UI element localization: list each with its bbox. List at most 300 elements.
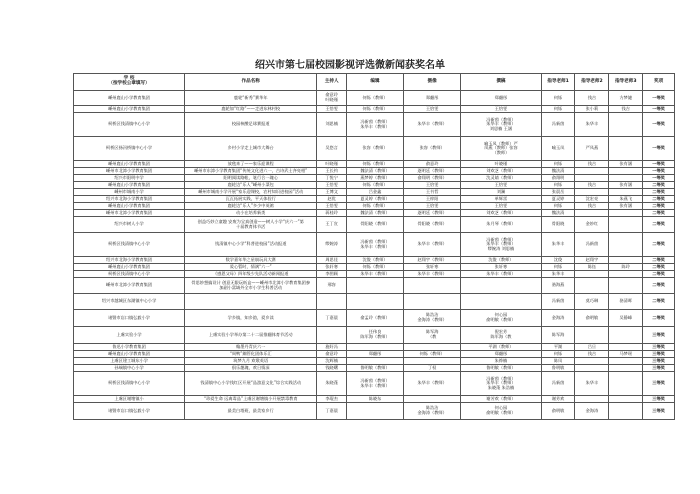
table-row (74, 358, 675, 365)
writer-cell (461, 278, 541, 294)
work-title-cell: 创益巧妙立童趣 安废为宝真创造——树人小学“庆六一”第 十届教育体节活 (185, 217, 317, 233)
advisor-3-cell: 陈玲 (609, 264, 643, 271)
advisor-2-cell: 钱吉 (575, 182, 609, 189)
advisor-3-cell (609, 175, 643, 182)
host-cell: 朱晓蓬 (317, 372, 347, 396)
award-cell: 二等奖 (643, 196, 675, 203)
table-row (74, 203, 675, 210)
editor-cell: 沈俊（教师） (346, 257, 403, 264)
advisor-2-cell (575, 358, 609, 365)
editor-cell: 魏法清（教师） (346, 168, 403, 175)
award-cell: 三等奖 (643, 327, 675, 344)
host-cell: 叶晓瑾 (317, 161, 347, 168)
advisor-2-cell: 朱华丰 (575, 372, 609, 396)
work-title-cell: 爱心暂时，情满“六一” (185, 264, 317, 271)
table-row (74, 106, 675, 113)
writer-cell: 王恰雯 (461, 106, 541, 113)
header-writer: 撰稿 (461, 74, 541, 91)
advisor-1-cell: 骨阳晓 (541, 217, 575, 233)
school-cell: 嵊州鹿山小学教育集团 (74, 161, 185, 168)
award-cell: 一等奖 (643, 161, 675, 168)
school-cell: 上虞区谢塘镇小 (74, 396, 185, 403)
table-row (74, 175, 675, 182)
editor-cell: 郑翻彤 (346, 351, 403, 358)
editor-cell: 骨阳晓（教师） (346, 217, 403, 233)
host-cell: 刘思楠 (317, 113, 347, 137)
camera-cell: 陈浩洁 金海涛（教师） (404, 403, 461, 420)
camera-cell: 俞翔明（教师） (404, 175, 461, 182)
camera-cell: 王恰雯 (404, 106, 461, 113)
advisor-3-cell (609, 217, 643, 233)
camera-cell: 何铄（教师） (404, 351, 461, 358)
host-cell: 王丁宣 (317, 217, 347, 233)
award-cell: 二等奖 (643, 233, 675, 257)
award-cell: 三等奖 (643, 365, 675, 372)
table-row (74, 168, 675, 175)
table-row (74, 182, 675, 189)
advisor-1-cell: 俞明敏 (541, 403, 575, 420)
editor-cell: 何铄（教师） (346, 182, 403, 189)
work-title-cell: 嵊州市东漳小学教育集团“传统文化进六一，古诗武士齐亮相” (185, 168, 317, 175)
camera-cell: 王恰雯 (404, 182, 461, 189)
work-title-cell: 数学嘉年华之星崩玩具大赛 (185, 257, 317, 264)
camera-cell: 俞意玲 (404, 161, 461, 168)
host-cell: 王恰雯 (317, 203, 347, 210)
header-advisor-2: 指导老师2 (575, 74, 609, 91)
work-title-cell: 筑梦九月 欢歌英语 (185, 358, 317, 365)
advisor-1-cell: 鲁明敏 (541, 365, 575, 372)
camera-cell: 丁权 (404, 365, 461, 372)
advisor-1-cell: 何铄 (541, 203, 575, 210)
editor-cell: 冯新茵（教师） 朱华丰（教师） (346, 113, 403, 137)
advisor-1-cell: 张晨岳 (541, 189, 575, 196)
advisor-1-cell: 何铄 (541, 91, 575, 106)
advisor-2-cell: 赵翔宇 (575, 257, 609, 264)
camera-cell: 逐明廷（教师） (404, 210, 461, 217)
advisor-1-cell: 何铄 (541, 351, 575, 358)
work-title-cell: 俱乐趣瑰，欢日情深 (185, 365, 317, 372)
advisor-3-cell (609, 365, 643, 372)
header-award: 奖项 (643, 74, 675, 91)
host-cell: 丁悦宁 (317, 175, 347, 182)
editor-cell: 何铄（教师） (346, 161, 403, 168)
work-title-cell: 最美白塔班，最美家乡行 (185, 403, 317, 420)
camera-cell: 朱华丰（教师） (404, 372, 461, 396)
writer-cell: 何心园 俞明敏（教师） (461, 310, 541, 327)
table-row (74, 310, 675, 327)
camera-cell (404, 278, 461, 294)
advisor-1-cell: 喻玉凤 (541, 137, 575, 161)
award-cell: 二等奖 (643, 203, 675, 210)
award-cell: 三等奖 (643, 351, 675, 358)
host-cell (317, 327, 347, 344)
advisor-2-cell (575, 210, 609, 217)
advisor-2-cell (575, 189, 609, 196)
advisor-1-cell: 陈军海 (541, 327, 575, 344)
advisor-1-cell: 冯新茵 (541, 372, 575, 396)
host-cell: 俞意玲 叶晓瑾 (317, 91, 347, 106)
school-cell: 柯桥区扬汛桥镇中心小学 (74, 137, 185, 161)
award-cell: 一等奖 (643, 106, 675, 113)
writer-cell: 冯新茵（教师） 朱华丰（教师） 朱晓蓬 朱浩楠 (461, 372, 541, 396)
editor-cell: 俞孟玲（教师） (346, 310, 403, 327)
camera-cell: 王书哲 (404, 189, 461, 196)
camera-cell: 陈浩洁 金海涛（教师） (404, 310, 461, 327)
table-row (74, 210, 675, 217)
host-cell: 赵优 (317, 196, 347, 203)
work-title-cell: 学乡镇，知乡韵，爱乡读 (185, 310, 317, 327)
award-cell: 一等奖 (643, 113, 675, 137)
school-cell: 绍兴市树人小学 (74, 217, 185, 233)
header-row (74, 74, 675, 91)
school-cell: 嵊州鹿山小学教育集团 (74, 182, 185, 189)
editor-cell: 何铄（教师） (346, 91, 403, 106)
award-cell: 三等奖 (643, 372, 675, 396)
work-title-cell: 鹿轮边“乐人”多少中英鸽 (185, 203, 317, 210)
advisor-2-cell (575, 278, 609, 294)
host-cell: 施好冯 (317, 344, 347, 351)
writer-cell: 平湖（教师） (461, 344, 541, 351)
advisor-1-cell: 魏法清 (541, 210, 575, 217)
work-title-cell: 乡村小学走上城市大舞台 (185, 137, 317, 161)
writer-cell: 沈灵婧（教师） (461, 175, 541, 182)
school-cell: 绍兴市北海小学教育集团 (74, 257, 185, 264)
award-cell: 二等奖 (643, 271, 675, 278)
advisor-3-cell: 吴静峰 (609, 310, 643, 327)
advisor-3-cell (609, 372, 643, 396)
advisor-1-cell: 冯新茵 (541, 294, 575, 310)
advisor-3-cell (609, 396, 643, 403)
work-title-cell (185, 294, 317, 310)
editor-cell: 冯新茵（教师） 朱华丰（教师） (346, 233, 403, 257)
advisor-3-cell (609, 403, 643, 420)
advisor-2-cell (575, 396, 609, 403)
writer-cell: 何心园 俞明敏（教师） (461, 403, 541, 420)
advisor-1-cell: 魏法清 (541, 168, 575, 175)
table-row (74, 403, 675, 420)
work-title-cell: 动小在培养新类 (185, 210, 317, 217)
editor-cell (346, 358, 403, 365)
advisor-3-cell (609, 137, 643, 161)
writer-cell (461, 294, 541, 310)
host-cell: 王恰雯 (317, 182, 347, 189)
work-title-cell: “珍爱生命 远离毒品”上虞区谢塘镇小开展禁毒教育 (185, 396, 317, 403)
host-cell: 丁嘉晨 (317, 310, 347, 327)
advisor-2-cell: 钱吉 (575, 161, 609, 168)
writer-cell: 朱华丰（教师） (461, 271, 541, 278)
advisor-2-cell: 朱华丰 (575, 113, 609, 137)
host-cell: 丁嘉晨 (317, 403, 347, 420)
writer-cell: 王恰雯 (461, 203, 541, 210)
camera-cell: 王梓阳 (404, 196, 461, 203)
editor-cell: 任伟良 陈军海（教师） (346, 327, 403, 344)
school-cell: 嵊州市北漳小学教育集团 (74, 210, 185, 217)
editor-cell: 朱华丰（教师） (346, 271, 403, 278)
camera-cell (404, 396, 461, 403)
award-table (73, 73, 675, 420)
school-cell: 柯桥区钱清镇中心小学 (74, 372, 185, 396)
advisor-2-cell (575, 168, 609, 175)
header-editor: 编辑 (346, 74, 403, 91)
work-title-cell: 阳明阅读路帐，笔行合一瑰心 (185, 175, 317, 182)
host-cell: 钱晓曙 (317, 365, 347, 372)
award-cell: 二等奖 (643, 264, 675, 271)
table-row (74, 278, 675, 294)
advisor-1-cell: 何铄 (541, 106, 575, 113)
host-cell: 王博文 (317, 189, 347, 196)
work-title-cell: 上虞实验小学举办第二十二届推翻体育节活动 (185, 327, 317, 344)
writer-cell: 郑翻彤 (461, 91, 541, 106)
advisor-3-cell (609, 344, 643, 351)
header-host: 主持人 (317, 74, 347, 91)
advisor-2-cell: 金海涛 (575, 403, 609, 420)
advisor-2-cell (575, 327, 609, 344)
advisor-2-cell: 冯新茵 (575, 233, 609, 257)
work-title-cell: 鹿轮“新秀”赛华年 (185, 91, 317, 106)
advisor-3-cell: 张有涵 (609, 203, 643, 210)
advisor-3-cell (609, 210, 643, 217)
editor-cell (346, 344, 403, 351)
advisor-1-cell: 朱华丰 (541, 233, 575, 257)
award-cell: 一等奖 (643, 91, 675, 106)
host-cell: 周思佳 (317, 257, 347, 264)
editor-cell: 张容（教师） (346, 137, 403, 161)
advisor-3-cell (609, 233, 643, 257)
work-title-cell: 校园核酸足球赛报道 (185, 113, 317, 137)
advisor-2-cell (575, 175, 609, 182)
work-title-cell: 鹿轮边“乐人”嵊州小菜包 (185, 182, 317, 189)
table-row (74, 271, 675, 278)
award-cell: 二等奖 (643, 189, 675, 196)
host-cell: 缪婉涛 (317, 233, 347, 257)
camera-cell (404, 358, 461, 365)
advisor-3-cell (609, 113, 643, 137)
camera-cell: 张轩寒 (404, 264, 461, 271)
editor-cell (346, 278, 403, 294)
advisor-1-cell: 冯新茵 (541, 113, 575, 137)
school-cell: 柯桥区钱清镇中心小学 (74, 271, 185, 278)
work-title-cell: 钱清镇中心小学“科普进校园”活动报道 (185, 233, 317, 257)
award-cell: 三等奖 (643, 403, 675, 420)
advisor-2-cell: 钱吉 (575, 351, 609, 358)
host-cell: 吴悠言 (317, 137, 347, 161)
advisor-3-cell (609, 271, 643, 278)
writer-cell: 喻玉凤（教师）严 凤燕（教师）张容 （教师） (461, 137, 541, 161)
advisor-1-cell: 何铄 (541, 182, 575, 189)
school-cell: 嵊州鹿山小学教育集团 (74, 106, 185, 113)
advisor-3-cell (609, 168, 643, 175)
advisor-1-cell: 何铄 (541, 264, 575, 271)
writer-cell: 朱烨楠 (461, 358, 541, 365)
advisor-2-cell: 莫巧琳 (575, 294, 609, 310)
writer-cell: 沈俊（教师） (461, 257, 541, 264)
camera-cell: 朱华丰（教师） (404, 233, 461, 257)
table-row (74, 91, 675, 106)
advisor-2-cell: 钱吉 (575, 91, 609, 106)
editor-cell: 夏灵婷（教师） (346, 196, 403, 203)
award-cell: 一等奖 (643, 137, 675, 161)
host-cell: 邢容 (317, 278, 347, 294)
camera-cell: 张容（教师） (404, 137, 461, 161)
advisor-1-cell: 陈凤 (541, 358, 575, 365)
advisor-1-cell: 骆海燕 (541, 278, 575, 294)
advisor-3-cell (609, 278, 643, 294)
advisor-2-cell: 陈钰 (575, 264, 609, 271)
editor-cell: 魏法清（教师） (346, 210, 403, 217)
writer-cell: 刘欢芝（教师） (461, 210, 541, 217)
award-cell: 三等奖 (643, 344, 675, 351)
camera-cell: 朱华丰（教师） (404, 271, 461, 278)
school-cell: 嵊州鹿山小学教育集团 (74, 264, 185, 271)
host-cell: 李图顾 (317, 271, 347, 278)
table-row (74, 264, 675, 271)
advisor-3-cell (609, 358, 643, 365)
writer-cell: 叶晓瑾 (461, 161, 541, 168)
page-title: 绍兴市第七届校园影视评选微新闻获奖名单 (255, 60, 445, 71)
editor-cell: 何铄（教师） (346, 203, 403, 210)
writer-cell: 冯新茵（教师） 朱华丰（教师） 缪婉涛 刘思楠 (461, 233, 541, 257)
table-row (74, 137, 675, 161)
award-cell: 二等奖 (643, 210, 675, 217)
work-title-cell: 嵊州市城南小学开展“家乐迎课校，农村知识进校园”活动 (185, 189, 317, 196)
advisor-3-cell (609, 257, 643, 264)
camera-cell: 逐明廷（教师） (404, 168, 461, 175)
advisor-3-cell: 朱燕飞 (609, 196, 643, 203)
header-advisor-3: 指导老师3 (609, 74, 643, 91)
work-title-cell: 骨思妙想搞设计 创意无限玩纸盒——嵊州市北漳小学教育集团参 加副小富域外全市小学生科普活动 (185, 278, 317, 294)
advisor-3-cell: 方梦婕 (609, 91, 643, 106)
editor-cell: 何铄（教师） (346, 106, 403, 113)
advisor-1-cell: 金海涛 (541, 310, 575, 327)
advisor-3-cell: 钱吉 (609, 106, 643, 113)
advisor-2-cell: 俞明敏 (575, 310, 609, 327)
editor-cell: 何铄（教师） (346, 264, 403, 271)
host-cell: 俞意玲 (317, 351, 347, 358)
advisor-3-cell: 马梦瑶 (609, 351, 643, 358)
table-row (74, 233, 675, 257)
school-cell: 嵊州市城南小学 (74, 189, 185, 196)
award-cell: 二等奖 (643, 257, 675, 264)
advisor-2-cell (575, 365, 609, 372)
host-cell: 王恰雯 (317, 106, 347, 113)
school-cell: 柯桥区钱清镇中心小学 (74, 233, 185, 257)
host-cell: 张轩寒 (317, 264, 347, 271)
advisor-1-cell: 朱华丰 (541, 271, 575, 278)
school-cell: 上虞区建工城东小学 (74, 358, 185, 365)
editor-cell: 燕梦婷（教师） (346, 175, 403, 182)
school-cell: 绍兴市越城区东湖镇中心小学 (74, 294, 185, 310)
editor-cell: 鲁明敏（教师） (346, 365, 403, 372)
table-row (74, 113, 675, 137)
award-cell: 二等奖 (643, 217, 675, 233)
advisor-2-cell (575, 271, 609, 278)
camera-cell: 陈军海 （教 (404, 327, 461, 344)
work-title-cell: 《感恩父母》四年级少先队活动新闻报道 (185, 271, 317, 278)
camera-cell: 赵翔宇（教师） (404, 257, 461, 264)
table-row (74, 344, 675, 351)
host-cell: 李琨杰 (317, 396, 347, 403)
award-cell: 二等奖 (643, 294, 675, 310)
school-cell: 嵊州市北漳小学教育集团 (74, 278, 185, 294)
host-cell: 蒋桂玲 (317, 210, 347, 217)
table-row (74, 365, 675, 372)
writer-cell: 鲁明敏（教师） (461, 365, 541, 372)
school-cell: 嵊州市北漳小学教育集团 (74, 168, 185, 175)
advisor-3-cell: 张有涵 (609, 161, 643, 168)
writer-cell: 单辉雷 (461, 196, 541, 203)
work-title-cell: 翰墨丹青庆六一 (185, 344, 317, 351)
advisor-1-cell: 何铄 (541, 161, 575, 168)
advisor-3-cell (609, 327, 643, 344)
camera-cell: 朱华丰（教师） (404, 113, 461, 137)
editor-cell: 冯新茵（教师） 朱华丰（教师） (346, 372, 403, 396)
advisor-3-cell: 骆清晖 (609, 294, 643, 310)
award-cell: 三等奖 (643, 358, 675, 365)
work-title-cell: 鹿轮如“红路”——走进东林村校 (185, 106, 317, 113)
table-row (74, 189, 675, 196)
writer-cell: 郑翻彤 (461, 351, 541, 358)
header-work-title: 作品名称 (185, 74, 317, 91)
award-cell: 二等奖 (643, 310, 675, 327)
school-cell: 诸暨市店口镇弘毅小学 (74, 310, 185, 327)
writer-cell: 冯新茵（教师） 朱华丰（教师） 刘思楠 王涵 (461, 113, 541, 137)
camera-cell (404, 294, 461, 310)
advisor-3-cell (609, 189, 643, 196)
advisor-2-cell: 金妙红 (575, 217, 609, 233)
school-cell: 孙端镇中心小学 (74, 365, 185, 372)
advisor-2-cell: 严凤燕 (575, 137, 609, 161)
header-camera: 摄像 (404, 74, 461, 91)
advisor-2-cell: 吕旦 (575, 344, 609, 351)
work-title-cell: “周鸭”鋼管化团体乐汇 (185, 351, 317, 358)
host-cell: 王长钧 (317, 168, 347, 175)
writer-cell: 王恰雯 (461, 182, 541, 189)
school-cell: 上虞实验小学 (74, 327, 185, 344)
work-title-cell: 放毯来了——家乐迎课程 (185, 161, 317, 168)
writer-cell: 刘欢芝（教师） (461, 168, 541, 175)
table-row (74, 257, 675, 264)
award-cell: 一等奖 (643, 175, 675, 182)
editor-cell (346, 294, 403, 310)
advisor-3-cell: 张有涵 (609, 182, 643, 189)
advisor-1-cell: 谢芳欢 (541, 396, 575, 403)
school-cell: 嵊州鹿山小学教育集团 (74, 351, 185, 358)
award-cell: 二等奖 (643, 278, 675, 294)
header-advisor-1: 指导老师1 (541, 74, 575, 91)
table-row (74, 294, 675, 310)
table-row (74, 372, 675, 396)
advisor-1-cell: 平湖 (541, 344, 575, 351)
school-cell: 柯桥区钱清镇中心小学 (74, 113, 185, 137)
camera-cell: 王恰雯 (404, 203, 461, 210)
award-cell: 三等奖 (643, 396, 675, 403)
table-row (74, 161, 675, 168)
table-row (74, 396, 675, 403)
writer-cell: 倪宏芳 陈军海（教 (461, 327, 541, 344)
award-cell: 二等奖 (643, 182, 675, 189)
advisor-2-cell: 张小莉 (575, 106, 609, 113)
school-cell: 鲁迅小学教育集团 (74, 344, 185, 351)
table-row (74, 217, 675, 233)
table-row (74, 327, 675, 344)
camera-cell: 郑翻彤 (404, 91, 461, 106)
host-cell: 沈辉楠 (317, 358, 347, 365)
table-row (74, 351, 675, 358)
advisor-1-cell: 俞翔明 (541, 175, 575, 182)
school-cell: 嵊州鹿山小学教育集团 (74, 203, 185, 210)
advisor-2-cell: 沈宏亮 (575, 196, 609, 203)
school-cell: 嵊州鹿山小学教育集团 (74, 91, 185, 106)
